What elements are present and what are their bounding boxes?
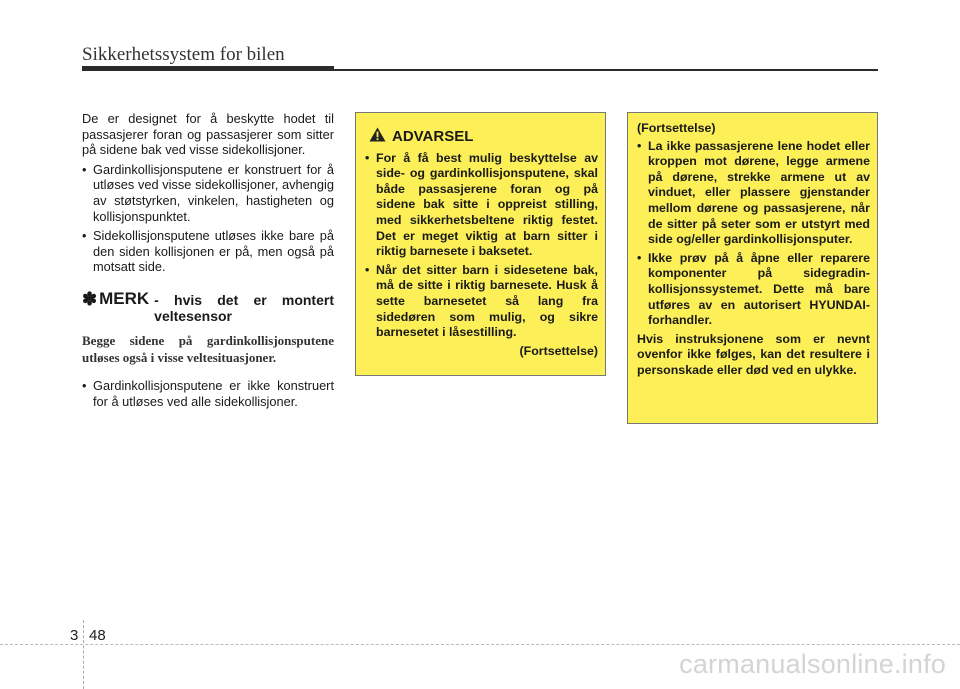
note-body: Begge sidene på gardinkollisjonsputene utløses også i visse veltesituasjoner. xyxy=(82,332,334,365)
note-label: MERK xyxy=(99,288,150,308)
page-title: Sikkerhetssystem for bilen xyxy=(82,44,285,65)
watermark: carmanualsonline.info xyxy=(679,649,946,679)
asterisk-icon: ✽ xyxy=(82,288,98,309)
warning-title: ADVARSEL xyxy=(392,128,474,145)
warning-list-2 xyxy=(637,139,870,329)
warning-list xyxy=(365,151,598,341)
bullet-list-2 xyxy=(82,378,334,409)
page-number: 48 xyxy=(89,627,106,644)
list-item: • Gardinkollisjonsputene er konstruert for å utløses ved visse sidekollisjoner, avhengig av støtstyrken, vinkelen, hastigheten og kollisjonspunktet. xyxy=(82,162,334,224)
continued-heading: (Fortsettelse) xyxy=(637,121,716,135)
chapter-number: 3 xyxy=(70,627,79,644)
list-item: • Ikke prøv på å åpne eller reparere komponenter på sidegradin-kollisjonssystemet. Dette må bare utføres av en autorisert HYUNDAI-forhandler. xyxy=(637,251,870,329)
list-item: • Gardinkollisjonsputene er ikke konstruert for å utløses ved alle sidekollisjoner. xyxy=(82,378,334,409)
list-item: • Sidekollisjonsputene utløses ikke bare på den siden kollisjonen er på, men også på motsatt side. xyxy=(82,228,334,275)
note-subtitle: - hvis det er montert veltesensor xyxy=(154,291,334,324)
warning-continued-box xyxy=(627,112,878,424)
intro-paragraph: De er designet for å beskytte hodet til passasjerer foran og passasjerer som sitter på sidene bak ved visse sidekollisjoner. xyxy=(82,111,334,158)
closing-paragraph: Hvis instruksjonene som er nevnt ovenfor ikke følges, kan det resultere i personskade eller død ved en ulykke. xyxy=(637,331,870,377)
list-item: • For å få best mulig beskyttelse av side- og gardinkollisjonsputene, skal både passasjerene foran og på sidene bak sitte i oppreist stilling, med sikkerhetsbeltene riktig festet. Det er meget viktig at barn sitter i riktig barnesete i baksetet. xyxy=(365,151,598,260)
footer-rule xyxy=(0,644,960,645)
left-column xyxy=(82,111,334,413)
list-item: • La ikke passasjerene lene hodet eller kroppen mot dørene, legge armene på dørene, strekke armene ut av vinduet, eller plassere gjenstander mellom dørene og passasjerene, når de sitter på seter som er utstyrt med side og/eller gardinkollisjonsputer. xyxy=(637,139,870,248)
warning-box xyxy=(355,112,606,376)
continued-label: (Fortsettelse) xyxy=(519,343,598,358)
warning-heading xyxy=(365,127,598,147)
header-rule-thick xyxy=(82,66,334,71)
footer-divider xyxy=(83,620,85,689)
note-block xyxy=(82,289,334,366)
note-heading xyxy=(82,289,334,324)
header-rule-thin xyxy=(334,69,878,71)
bullet-list xyxy=(82,162,334,275)
list-item: • Når det sitter barn i sidesetene bak, må de sitte i riktig barnesete. Husk å sette barnesetet så lang fra sidedøren som mulig, og sikre barnesetet i låsestilling. xyxy=(365,263,598,341)
warning-triangle-icon xyxy=(369,127,386,147)
